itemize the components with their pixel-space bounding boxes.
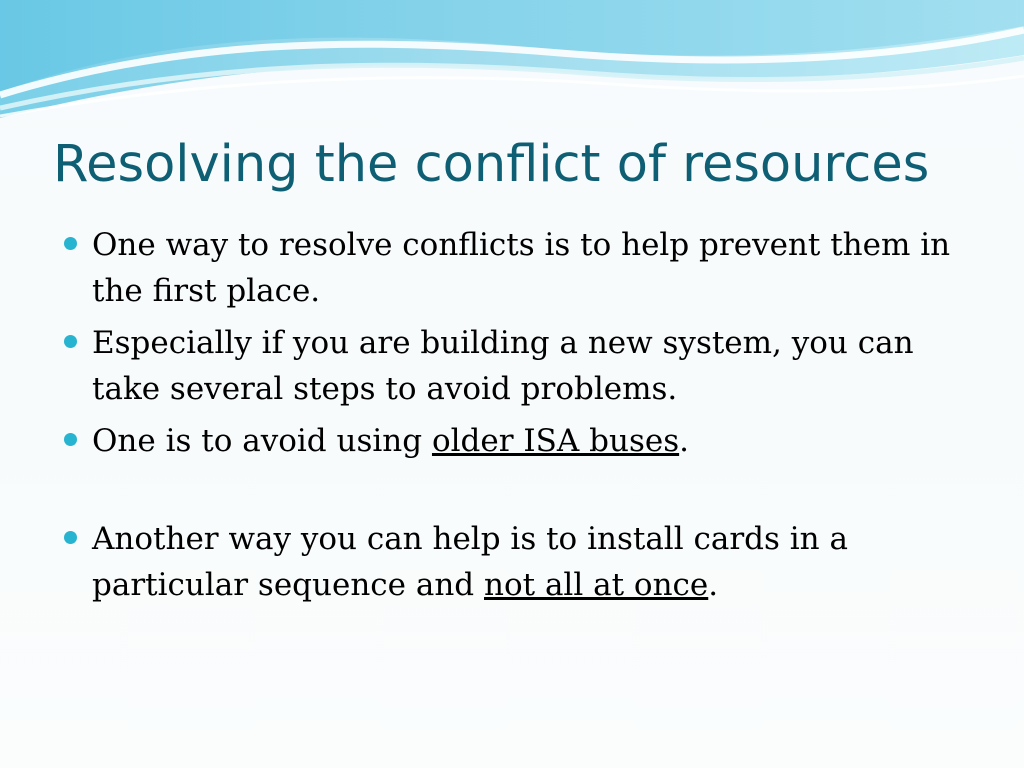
bullet-item xyxy=(62,320,962,412)
bullet-list xyxy=(62,222,962,614)
slide-title: Resolving the conflict of resources xyxy=(53,135,930,194)
decorative-wave-header xyxy=(0,0,1024,130)
bullet-text-end: . xyxy=(679,423,689,459)
bullet-dot-icon xyxy=(64,531,77,544)
older-isa-buses-link[interactable]: older ISA buses xyxy=(431,423,680,459)
bullet-text-end: . xyxy=(708,567,719,603)
bullet-text: Another way you can help is to install cards in a particular sequence and xyxy=(92,521,848,603)
bullet-text: One is to avoid using xyxy=(92,423,432,459)
bullet-item xyxy=(62,418,962,464)
bullet-dot-icon xyxy=(64,335,77,348)
bullet-text: One way to resolve conflicts is to help prevent them in the first place. xyxy=(92,227,951,309)
bullet-dot-icon xyxy=(64,433,77,446)
bullet-item xyxy=(62,516,962,608)
bullet-text: Especially if you are building a new system, you can take several steps to avoid problems. xyxy=(92,325,914,407)
bullet-item xyxy=(62,222,962,314)
not-all-at-once-link[interactable]: not all at once xyxy=(484,567,709,603)
bullet-dot-icon xyxy=(64,237,77,250)
